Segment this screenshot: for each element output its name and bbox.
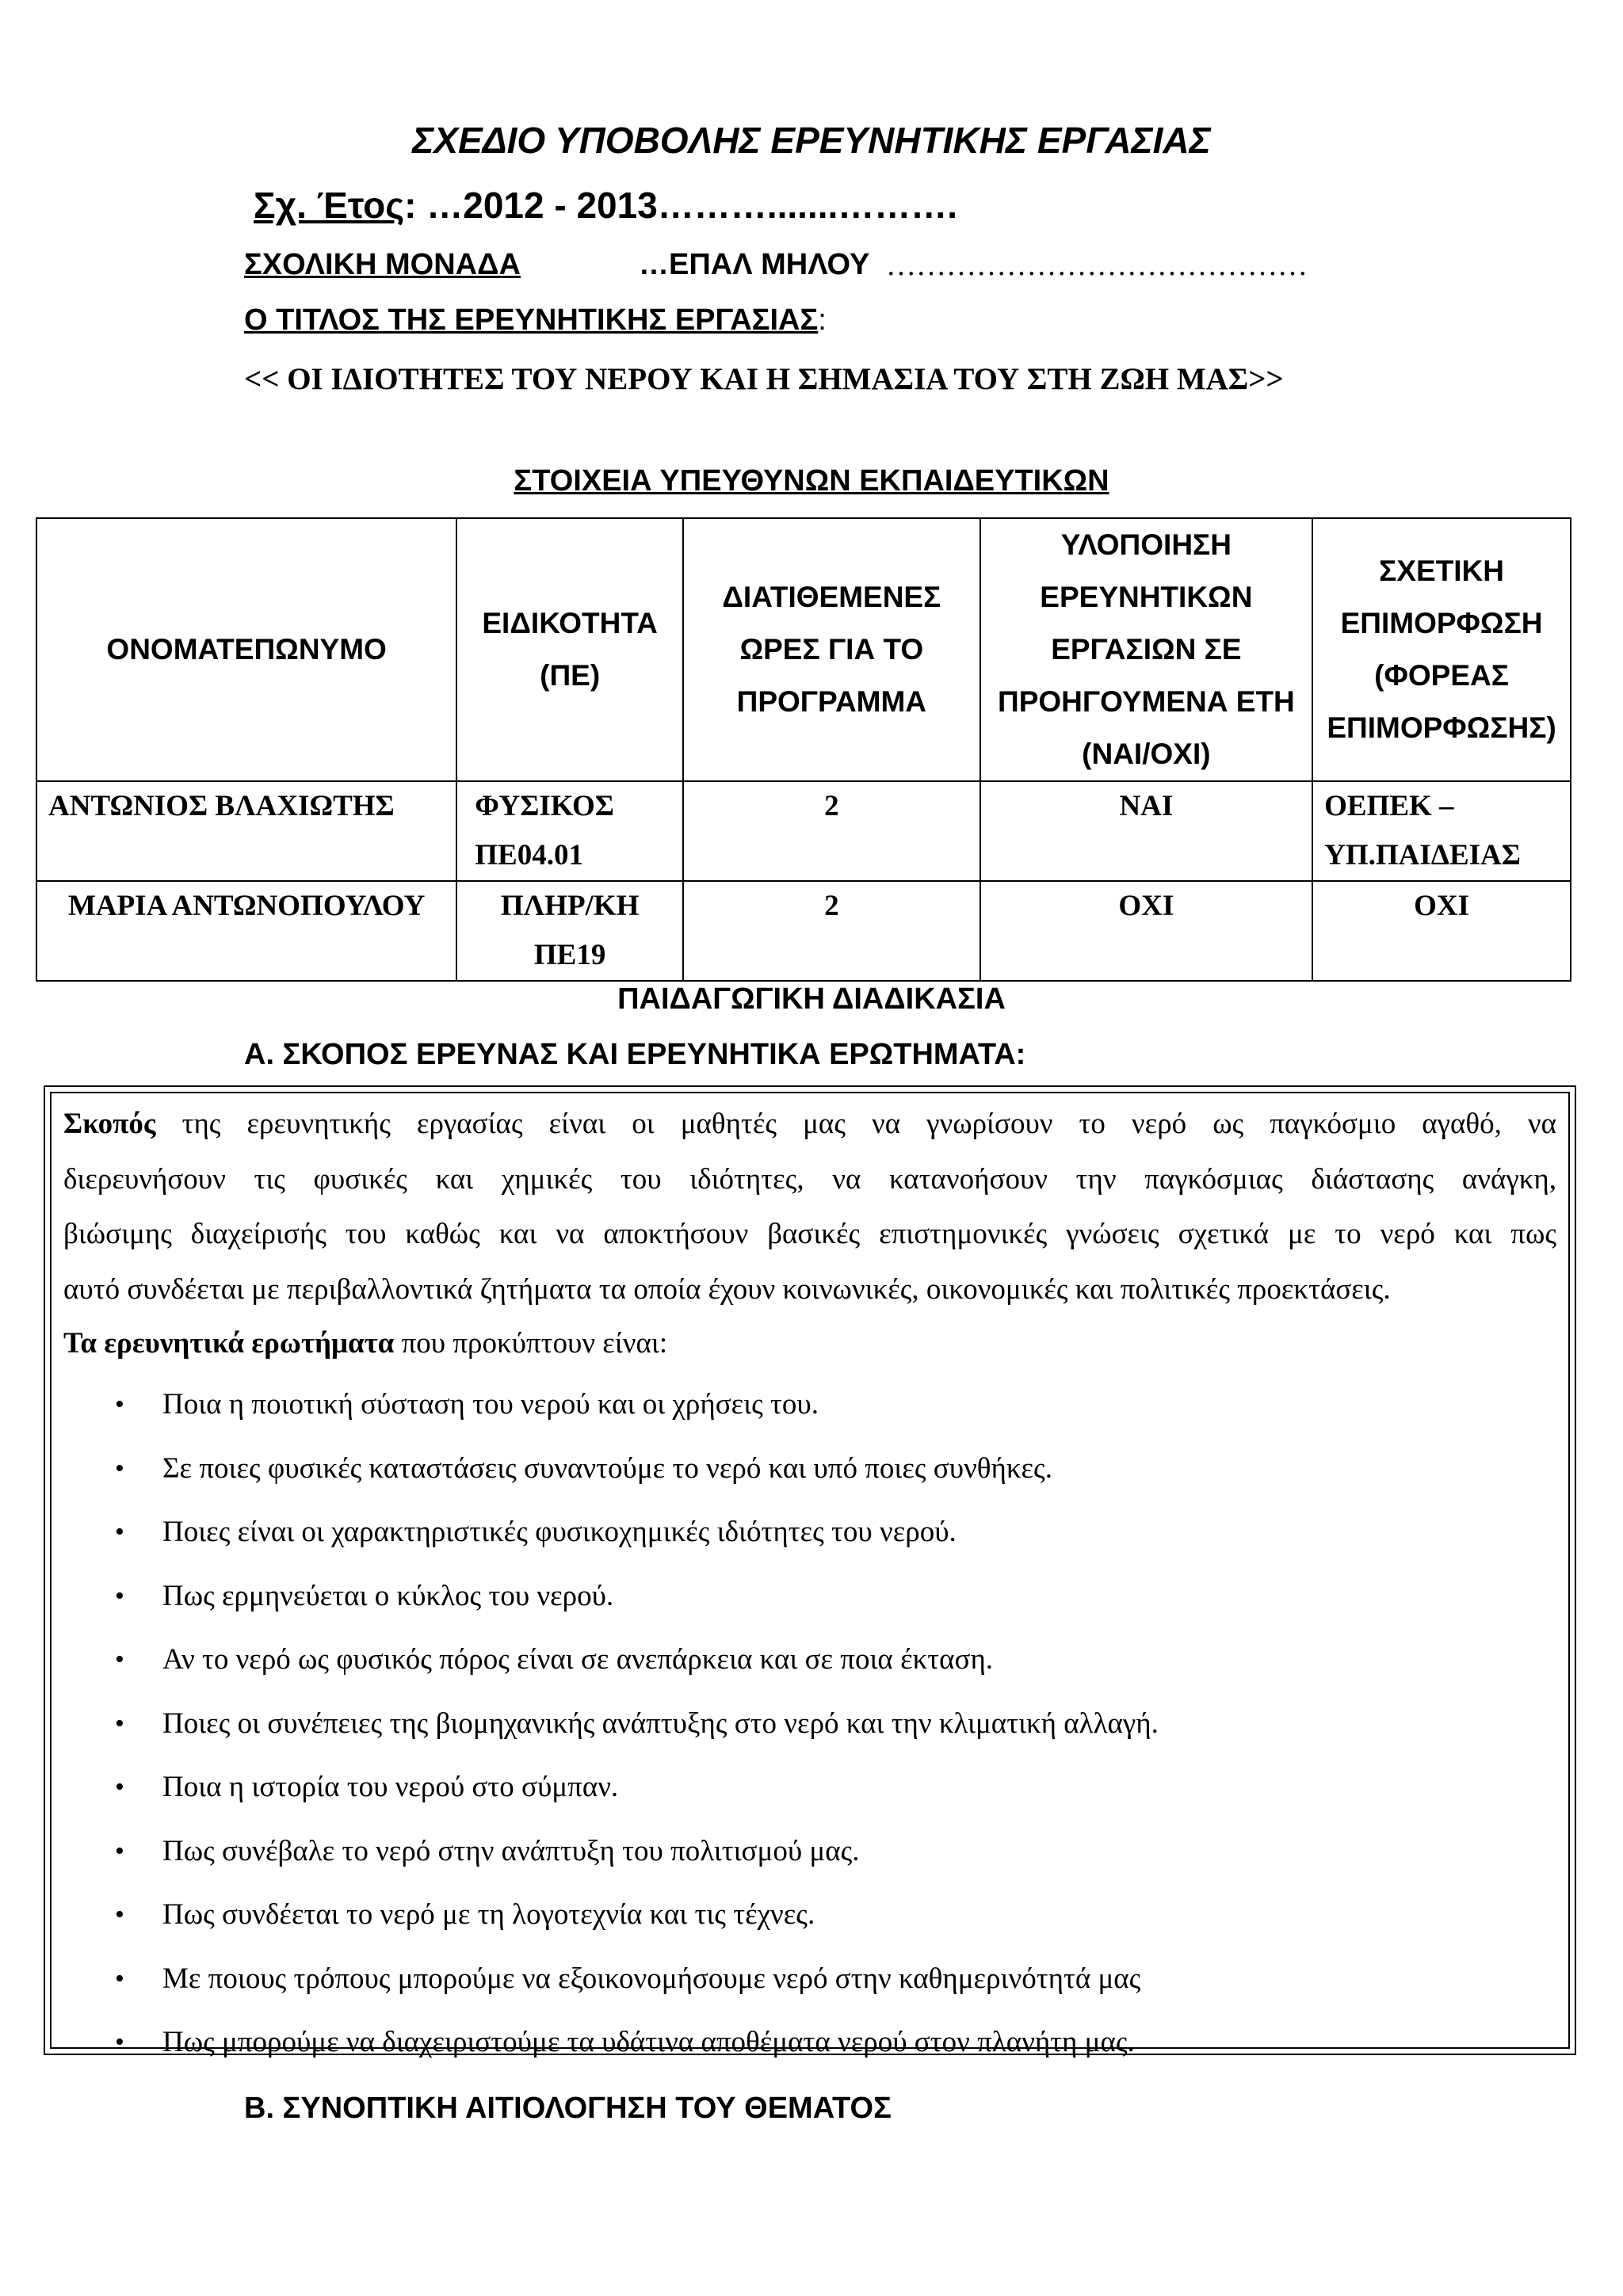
bullet-icon: • [115, 1963, 124, 1993]
cell-training: ΟΧΙ [1312, 881, 1571, 981]
cell-hours: 2 [683, 781, 980, 881]
list-item: • Ποια η ποιοτική σύσταση του νερού και οι χρήσεις του. [0, 1373, 1159, 1437]
project-title-colon: : [818, 303, 827, 337]
cell-training: ΟΕΠΕΚ – ΥΠ.ΠΑΙΔΕΙΑΣ [1312, 781, 1571, 881]
bullet-icon: • [115, 1645, 124, 1674]
section-b-heading: Β. ΣΥΝΟΠΤΙΚΗ ΑΙΤΙΟΛΟΓΗΣΗ ΤΟΥ ΘΕΜΑΤΟΣ [244, 2092, 892, 2125]
school-year-label: Σχ. Έτος [254, 185, 405, 226]
bullet-icon: • [115, 1453, 124, 1483]
cell-hours: 2 [683, 881, 980, 981]
research-questions-label: Τα ερευνητικά ερωτήματα [63, 1327, 395, 1360]
bullet-icon: • [115, 1390, 124, 1419]
pedagogy-heading: ΠΑΙΔΑΓΩΓΙΚΗ ΔΙΑΔΙΚΑΣΙΑ [617, 982, 1006, 1016]
school-year-value: : …2012 - 2013……….......………. [404, 185, 958, 226]
purpose-line: διερευνήσουν τις φυσικές και χημικές του ιδιότητες, να κατανοήσουν την παγκόσμιας διάστασης ανάγκη, [63, 1162, 1556, 1196]
school-unit-dots: …………………………………… [886, 249, 1308, 282]
list-item: • Ποια η ιστορία του νερού στο σύμπαν. [0, 1756, 1159, 1820]
col-header-prior-research: ΥΛΟΠΟΙΗΣΗ ΕΡΕΥΝΗΤΙΚΩΝ ΕΡΓΑΣΙΩΝ ΣΕ ΠΡΟΗΓΟΥΜΕΝΑ ΕΤΗ (ΝΑΙ/ΟΧΙ) [980, 518, 1312, 781]
purpose-line: βιώσιμης διαχείρισής του καθώς και να αποκτήσουν βασικές επιστημονικές γνώσεις σχετικά με το νερό και πως [63, 1218, 1556, 1250]
project-title-label [244, 303, 827, 338]
cell-specialty: ΠΛΗΡ/ΚΗ ΠΕ19 [456, 881, 683, 981]
staff-table-header-row [36, 518, 1571, 781]
purpose-line: Σκοπός της ερευνητικής εργασίας είναι οι μαθητές μας να γνωρίσουν το νερό ως παγκόσμιο αγαθό, να [63, 1108, 1556, 1140]
school-year [254, 184, 957, 227]
list-item: • Με ποιους τρόπους μπορούμε να εξοικονομήσουμε νερό στην καθημερινότητά μας [0, 1947, 1159, 2012]
staff-heading: ΣΤΟΙΧΕΙΑ ΥΠΕΥΘΥΝΩΝ ΕΚΠΑΙΔΕΥΤΙΚΩΝ [514, 464, 1109, 498]
col-header-training: ΣΧΕΤΙΚΗ ΕΠΙΜΟΡΦΩΣΗ (ΦΟΡΕΑΣ ΕΠΙΜΟΡΦΩΣΗΣ) [1312, 518, 1571, 781]
list-item: • Αν το νερό ως φυσικός πόρος είναι σε ανεπάρκεια και σε ποια έκταση. [0, 1628, 1159, 1692]
project-title-value: << ΟΙ ΙΔΙΟΤΗΤΕΣ ΤΟΥ ΝΕΡΟΥ ΚΑΙ Η ΣΗΜΑΣΙΑ ΤΟΥ ΣΤΗ ΖΩΗ ΜΑΣ>> [244, 362, 1284, 396]
bullet-icon: • [115, 1836, 124, 1866]
cell-prior-research: ΝΑΙ [980, 781, 1312, 881]
section-a-heading: Α. ΣΚΟΠΟΣ ΕΡΕΥΝΑΣ ΚΑΙ ΕΡΕΥΝΗΤΙΚΑ ΕΡΩΤΗΜΑΤΑ: [244, 1038, 1026, 1071]
cell-prior-research: ΟΧΙ [980, 881, 1312, 981]
purpose-paragraph [63, 1097, 1556, 1317]
list-item: • Ποιες οι συνέπειες της βιομηχανικής ανάπτυξης στο νερό και την κλιματική αλλαγή. [0, 1692, 1159, 1756]
document-title: ΣΧΕΔΙΟ ΥΠΟΒΟΛΗΣ ΕΡΕΥΝΗΤΙΚΗΣ ΕΡΓΑΣΙΑΣ [412, 120, 1211, 161]
bullet-icon: • [115, 1517, 124, 1547]
col-header-name: ΟΝΟΜΑΤΕΠΩΝΥΜΟ [36, 518, 456, 781]
list-item: • Πως συνέβαλε το νερό στην ανάπτυξη του πολιτισμού μας. [0, 1820, 1159, 1884]
bullet-icon: • [115, 1772, 124, 1802]
cell-specialty: ΦΥΣΙΚΟΣ ΠΕ04.01 [456, 781, 683, 881]
project-title-label-text: Ο ΤΙΤΛΟΣ ΤΗΣ ΕΡΕΥΝΗΤΙΚΗΣ ΕΡΓΑΣΙΑΣ [244, 303, 819, 337]
list-item: • Πως μπορούμε να διαχειριστούμε τα υδάτινα αποθέματα νερού στον πλανήτη μας. [0, 2011, 1159, 2075]
research-questions-list [0, 1373, 1159, 2075]
list-item: • Σε ποιες φυσικές καταστάσεις συναντούμε το νερό και υπό ποιες συνθήκες. [0, 1437, 1159, 1501]
cell-name: ΑΝΤΩΝΙΟΣ ΒΛΑΧΙΩΤΗΣ [36, 781, 456, 881]
list-item: • Ποιες είναι οι χαρακτηριστικές φυσικοχημικές ιδιότητες του νερού. [0, 1501, 1159, 1565]
cell-name: ΜΑΡΙΑ ΑΝΤΩΝΟΠΟΥΛΟΥ [36, 881, 456, 981]
bullet-icon: • [115, 2027, 124, 2057]
bullet-icon: • [115, 1708, 124, 1738]
bullet-icon: • [115, 1581, 124, 1611]
table-row [36, 881, 1571, 981]
table-row [36, 781, 1571, 881]
col-header-specialty: ΕΙΔΙΚΟΤΗΤΑ (ΠΕ) [456, 518, 683, 781]
research-questions-intro: Τα ερευνητικά ερωτήματα που προκύπτουν είναι: [63, 1327, 668, 1360]
purpose-label: Σκοπός [63, 1108, 156, 1140]
list-item: • Πως ερμηνεύεται ο κύκλος του νερού. [0, 1565, 1159, 1629]
school-unit-label: ΣΧΟΛΙΚΗ ΜΟΝΑΔΑ [244, 248, 521, 281]
bullet-icon: • [115, 1900, 124, 1929]
staff-table [36, 517, 1571, 982]
school-unit-value: …ΕΠΑΛ ΜΗΛΟΥ [639, 248, 870, 281]
col-header-hours: ΔΙΑΤΙΘΕΜΕΝΕΣ ΩΡΕΣ ΓΙΑ ΤΟ ΠΡΟΓΡΑΜΜΑ [683, 518, 980, 781]
list-item: • Πως συνδέεται το νερό με τη λογοτεχνία και τις τέχνες. [0, 1883, 1159, 1947]
purpose-line: αυτό συνδέεται με περιβαλλοντικά ζητήματα τα οποία έχουν κοινωνικές, οικονομικές και πολιτικές προεκτάσεις. [63, 1272, 1391, 1306]
